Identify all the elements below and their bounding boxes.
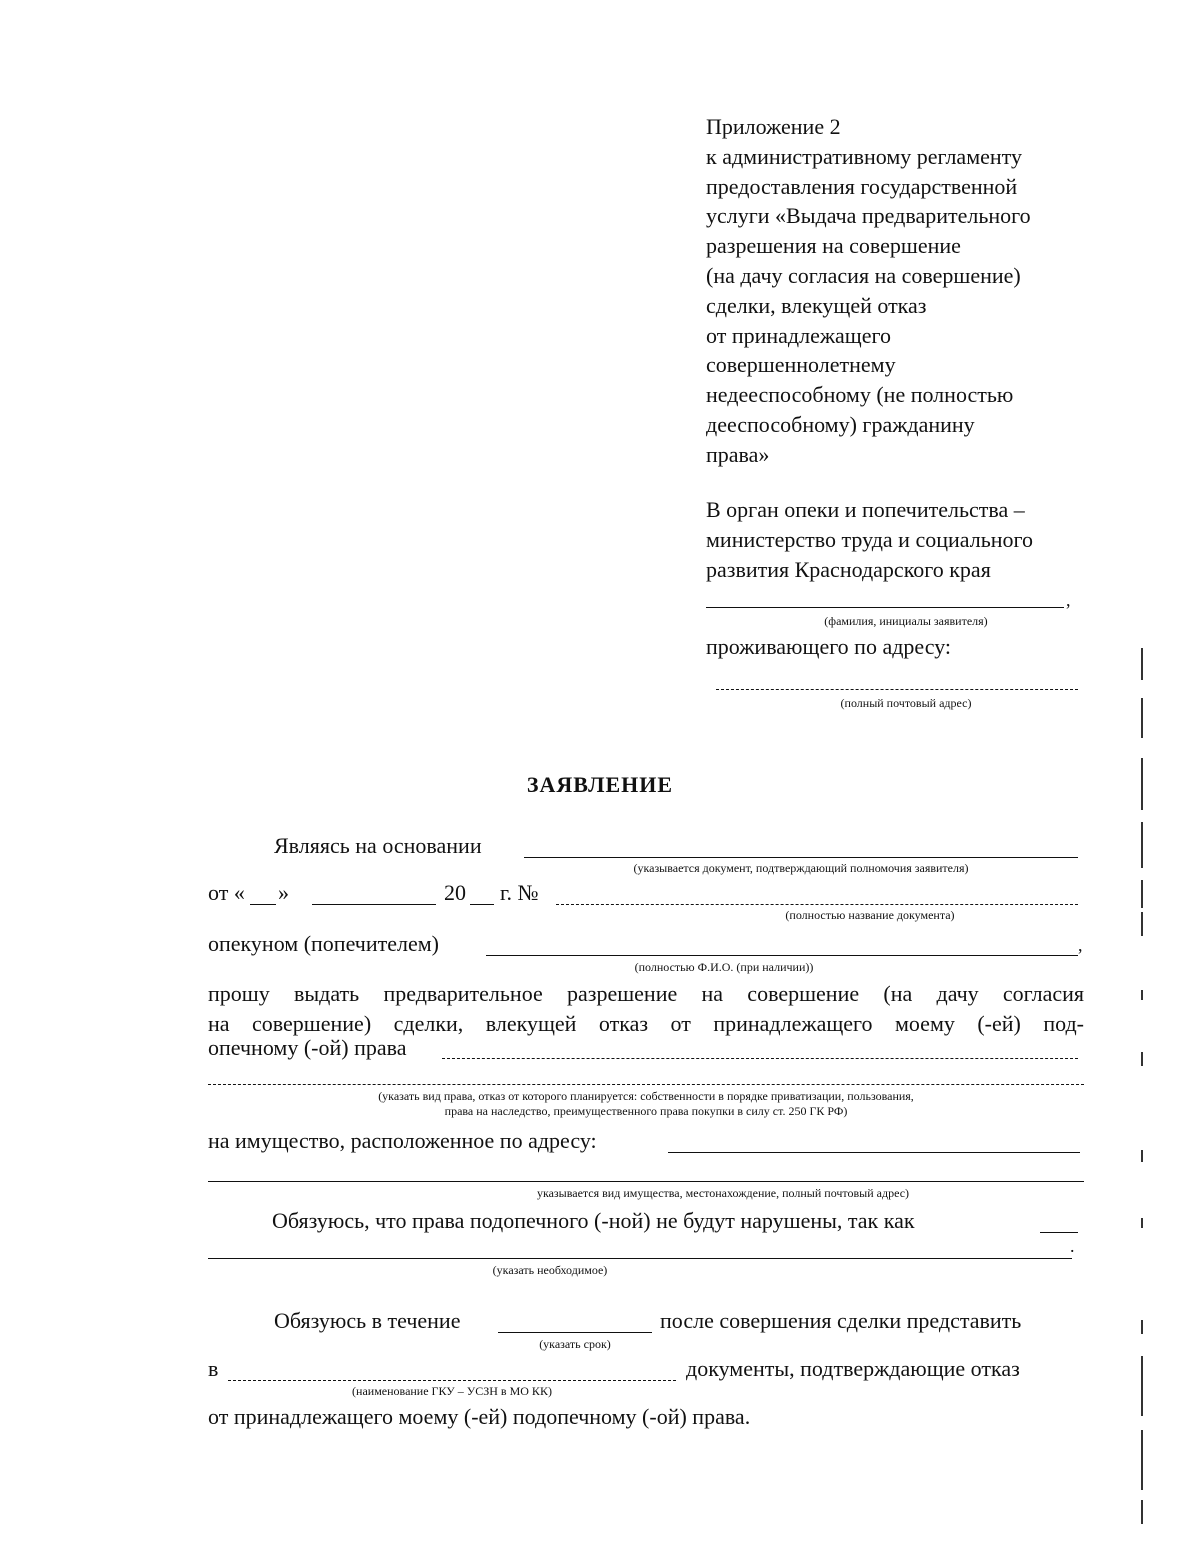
addressee-line: министерство труда и социального: [706, 527, 1033, 552]
addressee-line: развития Краснодарского края: [706, 557, 991, 582]
right-caption: (указать вид права, отказ от которого планируется: собственности в порядке приватизации, пользования,: [378, 1089, 914, 1103]
appendix-line: предоставления государственной: [706, 173, 1018, 199]
appendix-line: Приложение 2: [706, 114, 841, 139]
authority-field[interactable]: [228, 1380, 676, 1381]
scan-margin-mark: [1141, 1150, 1143, 1162]
final-line: от принадлежащего моему (-ей) подопечному (-ой) права.: [208, 1404, 751, 1429]
guardian-caption: (полностью Ф.И.О. (при наличии)): [634, 960, 814, 974]
from-label: от «: [208, 880, 245, 905]
appendix-header: [706, 112, 1106, 470]
reason-field[interactable]: [1040, 1232, 1078, 1233]
appendix-line: дееспособному) гражданину: [706, 411, 975, 437]
from-close: »: [278, 880, 289, 905]
scan-margin-mark: [1141, 1356, 1143, 1416]
page-title: ЗАЯВЛЕНИЕ: [526, 772, 674, 797]
address-caption: (полный почтовый адрес): [840, 696, 972, 710]
addressee-block: [706, 495, 1106, 585]
basis-label: Являясь на основании: [274, 833, 482, 858]
term-caption: (указать срок): [539, 1337, 611, 1351]
guardian-label: опекуном (попечителем): [208, 931, 439, 956]
scan-margin-mark: [1141, 880, 1143, 908]
addressee-line: В орган опеки и попечительства –: [706, 497, 1025, 522]
address-field[interactable]: [716, 689, 1078, 690]
appendix-line: сделки, влекущей отказ: [706, 292, 927, 318]
in-label: в: [208, 1356, 219, 1381]
appendix-line: к административному регламенту: [706, 143, 1022, 169]
scan-margin-mark: [1141, 758, 1143, 810]
right-caption: права на наследство, преимущественного права покупки в силу ст. 250 ГК РФ): [444, 1104, 848, 1118]
property-field-continued[interactable]: [208, 1181, 1084, 1182]
period-mark: .: [1070, 1236, 1075, 1256]
scan-margin-mark: [1141, 912, 1143, 936]
scan-margin-mark: [1141, 990, 1143, 1000]
obligation-text: Обязуюсь в течение: [274, 1308, 461, 1333]
appendix-line: услуги «Выдача предварительного: [706, 203, 1031, 229]
appendix-line: совершеннолетнему: [706, 352, 896, 378]
scan-margin-mark: [1141, 1218, 1143, 1228]
scan-margin-mark: [1141, 822, 1143, 868]
scan-margin-mark: [1141, 648, 1143, 680]
property-label: на имущество, расположенное по адресу:: [208, 1128, 597, 1153]
appendix-line: недееспособному (не полностью: [706, 382, 1014, 408]
applicant-name-field[interactable]: [706, 607, 1064, 608]
scan-margin-mark: [1141, 698, 1143, 738]
scan-margin-mark: [1141, 1500, 1143, 1524]
basis-field[interactable]: [524, 857, 1078, 858]
number-label: г. №: [500, 880, 539, 905]
request-line: на совершение) сделки, влекущей отказ от принадлежащего моему (-ей) под-: [208, 1011, 1084, 1036]
appendix-line: разрешения на совершение: [706, 233, 961, 259]
day-field[interactable]: [250, 904, 276, 905]
year-prefix: 20: [444, 880, 466, 905]
doc-caption: (полностью название документа): [785, 908, 955, 922]
scan-margin-mark: [1141, 1320, 1143, 1334]
docs-label: документы, подтверждающие отказ: [686, 1356, 1020, 1381]
doc-number-field[interactable]: [556, 904, 1078, 905]
term-field[interactable]: [498, 1332, 652, 1333]
obligation-text: после совершения сделки представить: [660, 1308, 1022, 1333]
residing-label: проживающего по адресу:: [706, 634, 952, 659]
property-caption: указывается вид имущества, местонахождение, полный почтовый адрес): [536, 1186, 910, 1200]
appendix-line: права»: [706, 441, 770, 467]
month-field[interactable]: [312, 904, 436, 905]
property-field[interactable]: [668, 1152, 1080, 1153]
reason-field-continued[interactable]: [208, 1258, 1072, 1259]
authority-caption: (наименование ГКУ – УСЗН в МО КК): [352, 1384, 552, 1398]
obligation-text: Обязуюсь, что права подопечного (-ной) не будут нарушены, так как: [272, 1208, 915, 1233]
basis-caption: (указывается документ, подтверждающий полномочия заявителя): [633, 861, 969, 875]
scan-margin-mark: [1141, 1052, 1143, 1066]
scan-margin-mark: [1141, 1430, 1143, 1490]
reason-caption: (указать необходимое): [492, 1263, 608, 1277]
request-line: опечному (-ой) права: [208, 1035, 407, 1060]
applicant-caption: (фамилия, инициалы заявителя): [824, 614, 988, 628]
right-field[interactable]: [442, 1058, 1078, 1059]
right-field-continued[interactable]: [208, 1084, 1084, 1085]
appendix-line: (на дачу согласия на совершение): [706, 262, 1021, 288]
comma-mark: ,: [1066, 590, 1071, 610]
request-line: прошу выдать предварительное разрешение на совершение (на дачу согласия: [208, 981, 1084, 1006]
appendix-line: от принадлежащего: [706, 322, 891, 348]
guardian-field[interactable]: [486, 955, 1078, 956]
comma-mark: ,: [1078, 935, 1083, 955]
year-field[interactable]: [470, 904, 494, 905]
